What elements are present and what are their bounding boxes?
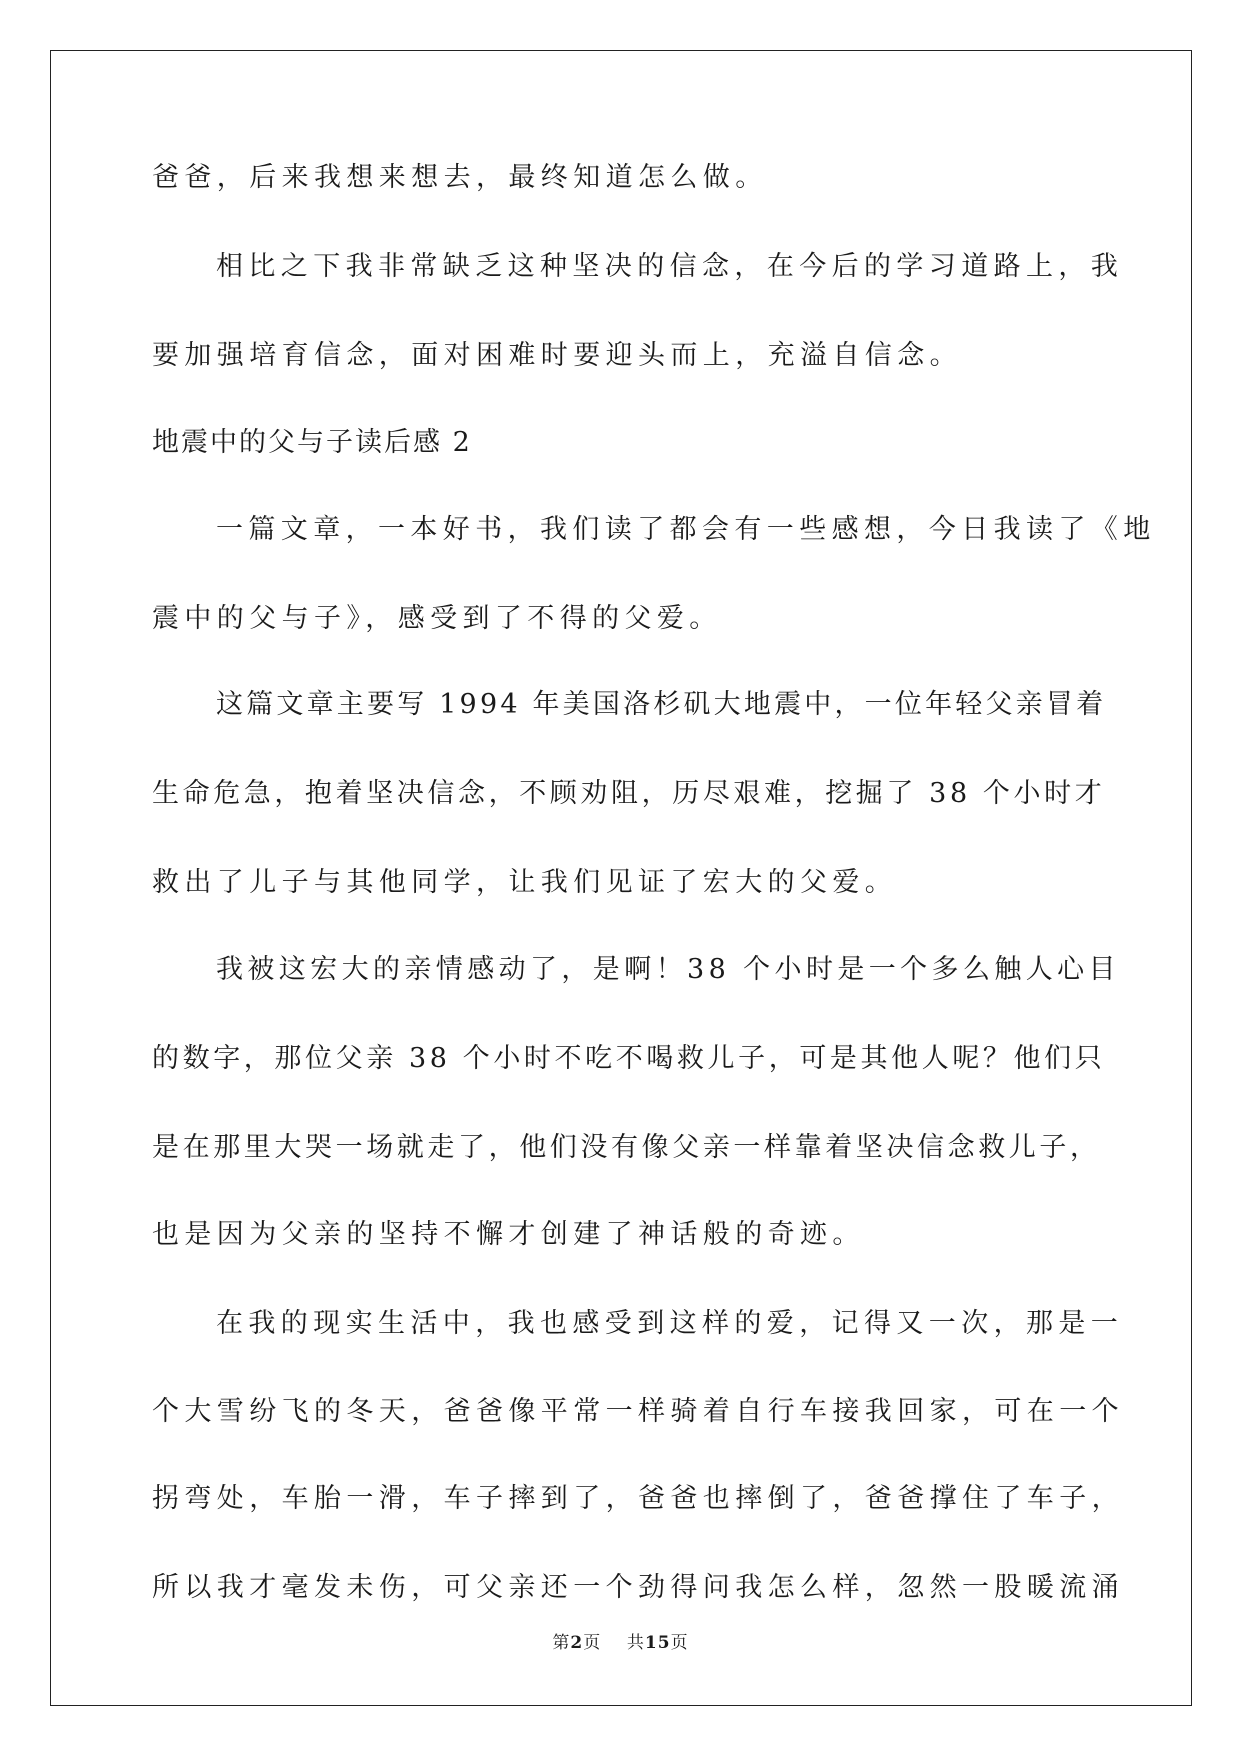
page-number: 2 bbox=[570, 1633, 584, 1653]
text-line: 爸爸，后来我想来想去，最终知道怎么做。 bbox=[152, 162, 768, 193]
text-line: 是在那里大哭一场就走了，他们没有像父亲一样靠着坚决信念救儿子， bbox=[152, 1132, 1101, 1163]
text-line: 要加强培育信念，面对困难时要迎头而上，充溢自信念。 bbox=[152, 340, 962, 371]
text-line: 救出了儿子与其他同学，让我们见证了宏大的父爱。 bbox=[152, 867, 898, 898]
total-pages: 15 bbox=[644, 1633, 671, 1653]
text-line: 也是因为父亲的坚持不懈才创建了神话般的奇迹。 bbox=[152, 1219, 865, 1250]
paragraph-line: 这篇文章主要写 1994 年美国洛杉矶大地震中，一位年轻父亲冒着 bbox=[216, 689, 1107, 720]
footer-prefix: 第 bbox=[552, 1633, 571, 1653]
text-line: 生命危急，抱着坚决信念，不顾劝阻，历尽艰难，挖掘了 38 个小时才 bbox=[152, 778, 1106, 809]
paragraph-line: 在我的现实生活中，我也感受到这样的爱，记得又一次，那是一 bbox=[216, 1308, 1124, 1339]
paragraph-line: 我被这宏大的亲情感动了，是啊！38 个小时是一个多么触人心目 bbox=[216, 954, 1120, 985]
text-line: 震中的父与子》，感受到了不得的父爱。 bbox=[152, 603, 722, 634]
paragraph-line: 相比之下我非常缺乏这种坚决的信念，在今后的学习道路上，我 bbox=[216, 251, 1124, 282]
text-line: 所以我才毫发未伤，可父亲还一个劲得问我怎么样，忽然一股暖流涌 bbox=[152, 1572, 1124, 1603]
page-unit: 页 bbox=[583, 1633, 602, 1653]
section-heading: 地震中的父与子读后感 2 bbox=[152, 427, 472, 458]
total-prefix: 共 bbox=[626, 1633, 645, 1653]
text-line: 拐弯处，车胎一滑，车子摔到了，爸爸也摔倒了，爸爸撑住了车子， bbox=[152, 1483, 1124, 1514]
total-unit: 页 bbox=[670, 1633, 689, 1653]
text-line: 的数字，那位父亲 38 个小时不吃不喝救儿子，可是其他人呢？他们只 bbox=[152, 1043, 1106, 1074]
paragraph-line: 一篇文章，一本好书，我们读了都会有一些感想，今日我读了《地 bbox=[216, 514, 1156, 545]
text-line: 个大雪纷飞的冬天，爸爸像平常一样骑着自行车接我回家，可在一个 bbox=[152, 1396, 1124, 1427]
page-footer bbox=[0, 1628, 1241, 1653]
